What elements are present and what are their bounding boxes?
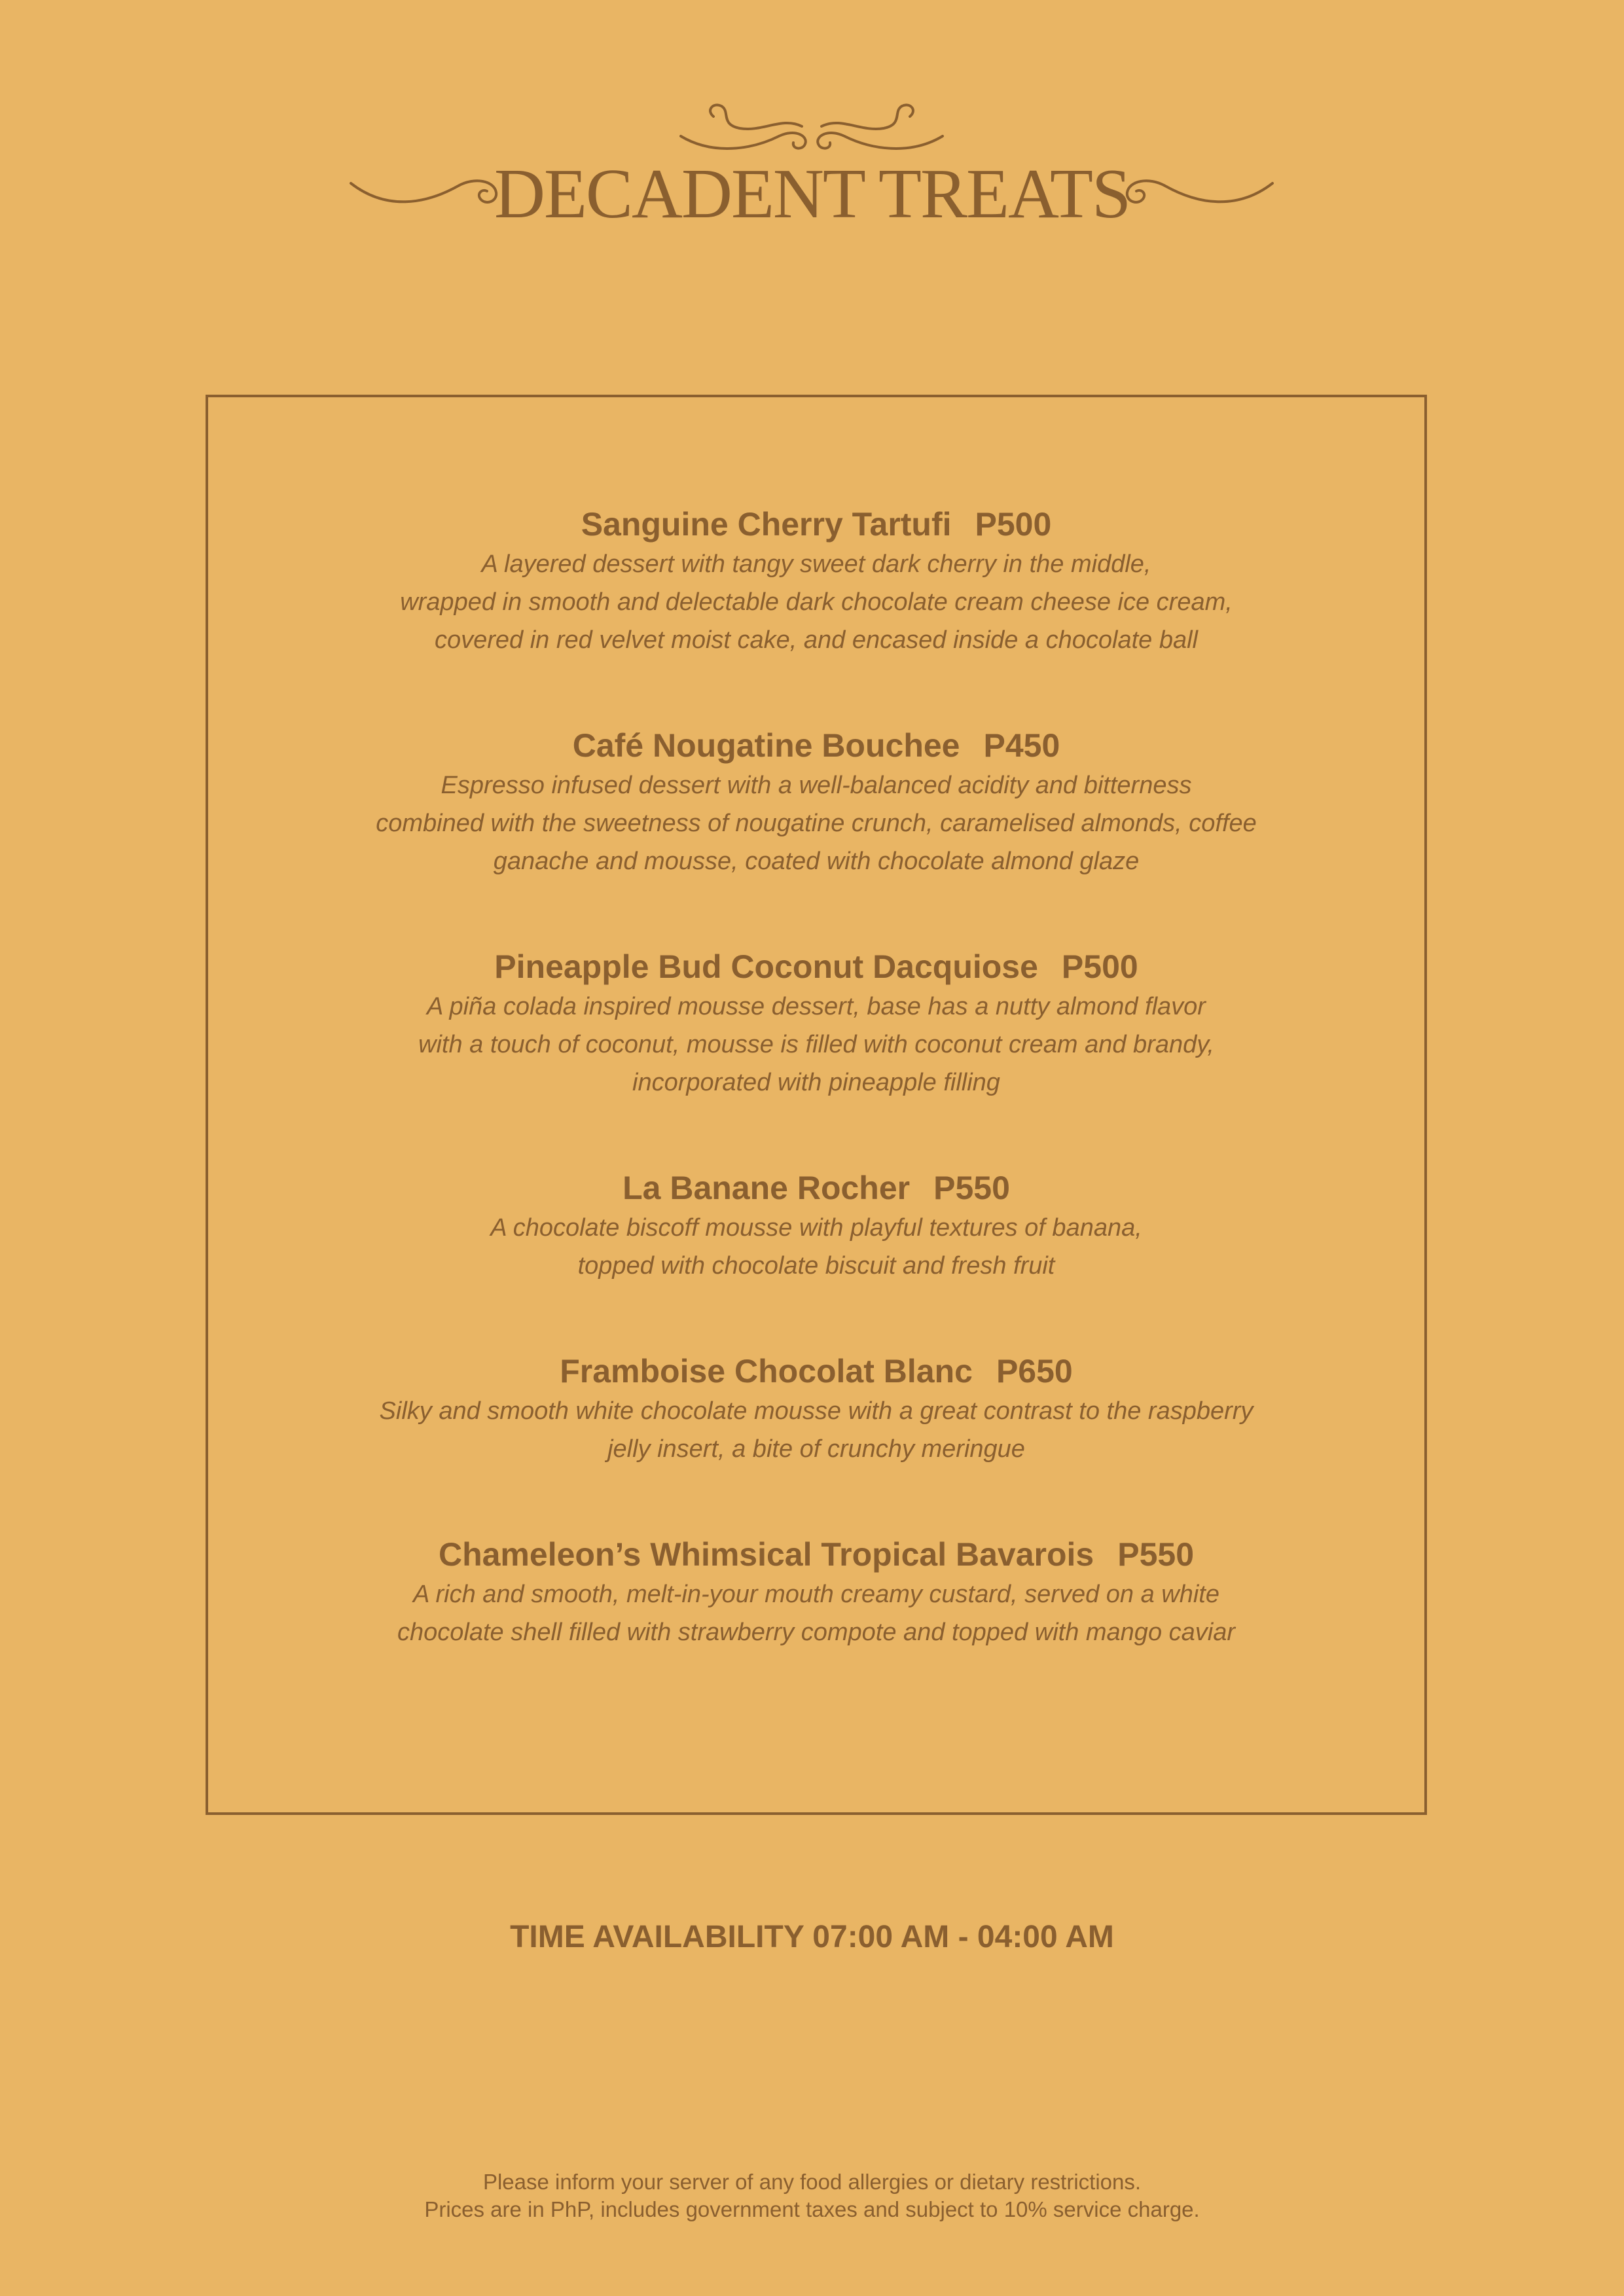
- menu-item-price: P550: [933, 1170, 1010, 1206]
- menu-box: [206, 395, 1427, 1815]
- menu-item-description: A layered dessert with tangy sweet dark cherry in the middle, wrapped in smooth and delectable dark chocolate cream cheese ice cream, covered in red velvet moist cake, and encased inside a chocolate ball: [400, 550, 1233, 654]
- menu-item-header: [208, 725, 1424, 766]
- menu-item-name: Framboise Chocolat Blanc: [560, 1353, 973, 1390]
- menu-item-header: [208, 503, 1424, 545]
- footer-notes: [0, 2168, 1624, 2223]
- page-title: DECADENT TREATS: [494, 155, 1130, 233]
- menu-item-header: [208, 946, 1424, 988]
- flourish-ornament-icon: [674, 97, 949, 156]
- menu-item-price: P500: [975, 506, 1052, 543]
- menu-item-price: P550: [1117, 1536, 1195, 1573]
- header: [0, 0, 1624, 275]
- swirl-right-icon: [1119, 171, 1276, 211]
- menu-item-price: P450: [983, 727, 1060, 764]
- menu-item-description: Espresso infused dessert with a well-balanced acidity and bitterness combined with the sweetness of nougatine crunch, caramelised almonds, coffee ganache and mousse, coated with chocolate almond glaze: [376, 772, 1257, 875]
- menu-item-header: [208, 1350, 1424, 1392]
- menu-item-price: P650: [996, 1353, 1073, 1390]
- menu-item: [208, 725, 1424, 880]
- footer-price-note: Prices are in PhP, includes government taxes and subject to 10% service charge.: [424, 2197, 1200, 2221]
- footer-allergy-note: Please inform your server of any food allergies or dietary restrictions.: [482, 2170, 1142, 2194]
- menu-item-header: [208, 1534, 1424, 1575]
- menu-item-price: P500: [1061, 948, 1138, 985]
- menu-item: [208, 946, 1424, 1102]
- menu-item-description: A rich and smooth, melt-in-your mouth creamy custard, served on a white chocolate shell filled with strawberry compote and topped with mango caviar: [397, 1581, 1235, 1646]
- menu-item-name: Sanguine Cherry Tartufi: [581, 506, 952, 543]
- menu-item-name: La Banane Rocher: [623, 1170, 911, 1206]
- menu-item-name: Chameleon’s Whimsical Tropical Bavarois: [438, 1536, 1094, 1573]
- menu-item-description: Silky and smooth white chocolate mousse with a great contrast to the raspberry jelly insert, a bite of crunchy meringue: [379, 1397, 1254, 1463]
- menu-item: [208, 1350, 1424, 1468]
- menu-item: [208, 1534, 1424, 1651]
- menu-item-name: Café Nougatine Bouchee: [572, 727, 960, 764]
- menu-item: [208, 1167, 1424, 1285]
- menu-item-header: [208, 1167, 1424, 1209]
- time-availability: TIME AVAILABILITY 07:00 AM - 04:00 AM: [510, 1920, 1114, 1954]
- menu-item-description: A chocolate biscoff mousse with playful textures of banana, topped with chocolate biscuit and fresh fruit: [490, 1214, 1142, 1280]
- menu-item-name: Pineapple Bud Coconut Dacquiose: [494, 948, 1038, 985]
- menu-item-description: A piña colada inspired mousse dessert, base has a nutty almond flavor with a touch of coconut, mousse is filled with coconut cream and brandy, incorporated with pineapple filling: [418, 993, 1214, 1096]
- menu-item: [208, 503, 1424, 659]
- menu-items: [208, 503, 1424, 1651]
